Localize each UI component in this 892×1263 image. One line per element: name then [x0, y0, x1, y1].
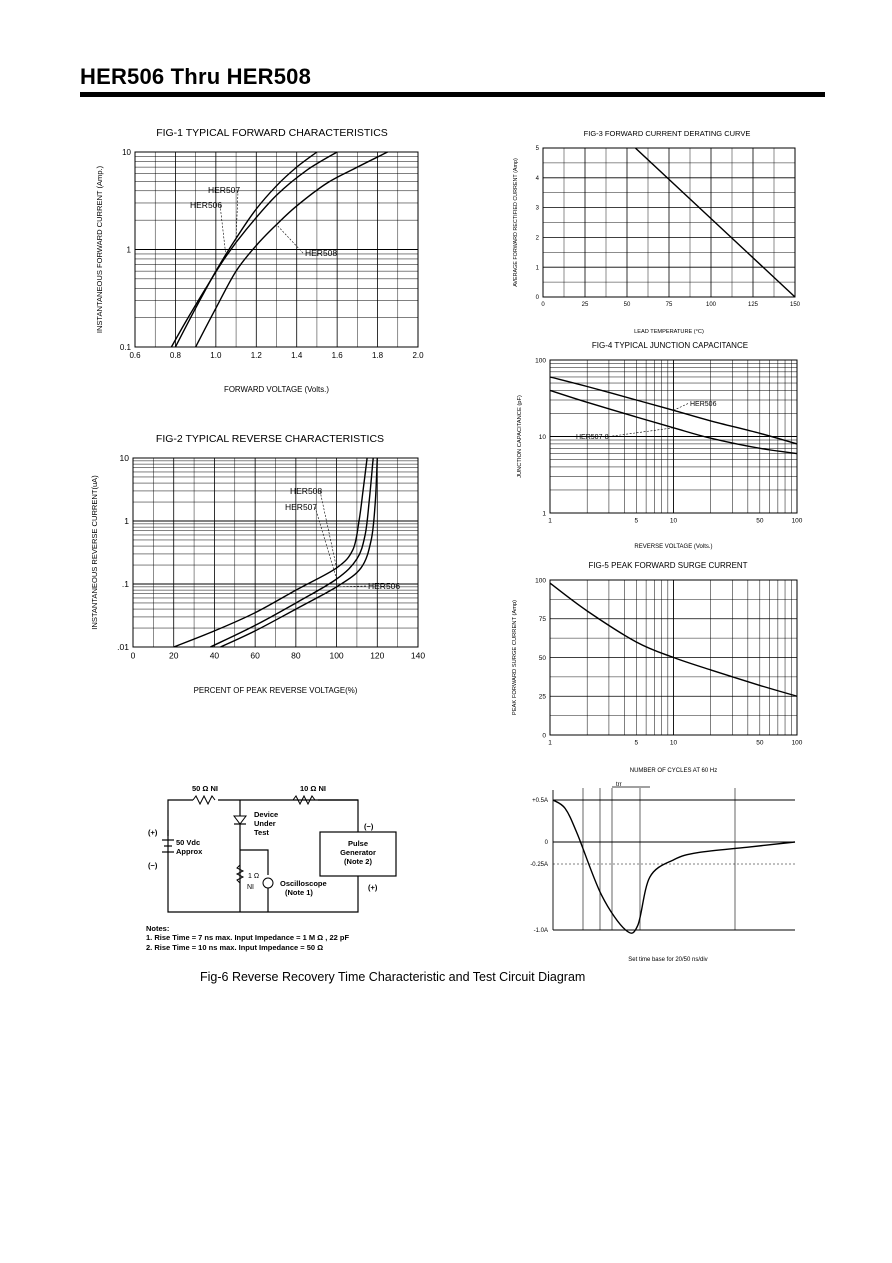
- pulse-label: Generator: [340, 848, 376, 857]
- wire: [240, 850, 268, 875]
- y-tick-label: 10: [119, 452, 129, 463]
- x-tick-label: 40: [209, 650, 220, 661]
- fig1-grid: [135, 152, 418, 347]
- x-axis-label: FORWARD VOLTAGE (Volts.): [224, 385, 329, 394]
- y-tick-label: 0.1: [119, 342, 131, 352]
- source-minus: (−): [148, 861, 158, 870]
- source-plus: (+): [148, 828, 158, 837]
- series-label: HER506: [368, 581, 401, 591]
- y-tick-label: 10: [538, 433, 546, 441]
- scope-label: Oscilloscope: [280, 879, 327, 888]
- y-tick-label: +0.5A: [532, 798, 548, 804]
- label-leader: [236, 190, 238, 238]
- resistor-10-label: 10 Ω NI: [299, 784, 327, 793]
- chart-title: FIG-2 TYPICAL REVERSE CHARACTERISTICS: [155, 433, 385, 445]
- chart-title: FIG-5 PEAK FORWARD SURGE CURRENT: [588, 561, 748, 570]
- series-label: HER507: [208, 185, 241, 195]
- y-tick-label: 25: [538, 693, 546, 701]
- y-tick-label: 0: [535, 295, 539, 302]
- pulse-label: (Note 2): [344, 857, 372, 866]
- x-tick-label: 2.0: [412, 351, 424, 360]
- figure-caption: Fig-6 Reverse Recovery Time Characteristic and Test Circuit Diagram: [200, 970, 586, 984]
- y-axis-label: JUNCTION CAPACITANCE (pF): [517, 395, 523, 478]
- x-tick-label: 100: [791, 739, 803, 747]
- x-tick-label: 5: [634, 517, 639, 525]
- x-axis-label: Set time base for 20/50 ns/div: [628, 957, 708, 963]
- scope-symbol: [263, 878, 273, 888]
- x-tick-label: 1.0: [210, 351, 222, 360]
- x-tick-label: 100: [791, 517, 803, 525]
- x-tick-label: 140: [410, 650, 426, 661]
- x-tick-label: 50: [623, 302, 631, 308]
- y-tick-label: 2: [535, 235, 539, 242]
- chart-title: FIG-1 TYPICAL FORWARD CHARACTERISTICS: [156, 127, 388, 139]
- resistor-50: [193, 796, 215, 804]
- y-tick-label: 100: [535, 577, 546, 585]
- x-tick-label: 75: [665, 302, 673, 308]
- x-tick-label: 0.6: [129, 351, 141, 360]
- notes-title: Notes:: [146, 924, 170, 933]
- x-axis-label: PERCENT OF PEAK REVERSE VOLTAGE(%): [193, 686, 358, 695]
- y-tick-label: 0: [542, 732, 546, 740]
- series-label: HER506: [690, 401, 717, 408]
- label-leader: [315, 507, 337, 579]
- label-leader: [320, 491, 337, 568]
- y-axis-label: INSTANTANEOUS FORWARD CURRENT (Amp.): [95, 165, 104, 334]
- x-tick-label: 150: [789, 302, 801, 308]
- pulse-minus: (−): [364, 822, 374, 831]
- y-axis-label: AVERAGE FORWARD RECTIFIED CURRENT (Amp): [513, 158, 519, 287]
- diode-symbol: [234, 816, 246, 824]
- pulse-plus: (+): [368, 883, 378, 892]
- x-tick-label: 120: [370, 650, 385, 661]
- resistor-1-ni: NI: [247, 884, 254, 891]
- x-axis-label: NUMBER OF CYCLES AT 60 Hz: [629, 768, 718, 774]
- chart-title: FIG-3 FORWARD CURRENT DERATING CURVE: [583, 129, 751, 138]
- x-tick-label: 50: [756, 517, 764, 525]
- y-tick-label: 5: [535, 146, 539, 153]
- note-1: 1. Rise Time = 7 ns max. Input Impedance = 1 M Ω , 22 pF: [146, 933, 350, 942]
- y-axis-label: PEAK FORWARD SURGE CURRENT (Amp): [512, 599, 518, 716]
- x-axis-label: LEAD TEMPERATURE (°C): [634, 329, 704, 335]
- dut-label: Device: [254, 810, 279, 819]
- y-tick-label: 75: [538, 616, 546, 624]
- x-tick-label: 125: [747, 302, 759, 308]
- x-tick-label: 1.4: [291, 351, 303, 360]
- x-tick-label: 0: [130, 650, 136, 661]
- x-tick-label: 60: [250, 650, 260, 661]
- trr-label: trr: [616, 782, 622, 788]
- label-leader: [674, 404, 689, 411]
- x-tick-label: 1.2: [250, 351, 262, 360]
- x-tick-label: 1.6: [331, 351, 343, 360]
- resistor-50-label: 50 Ω NI: [191, 784, 219, 793]
- series-label: HER506: [190, 200, 223, 210]
- series-label: HER508: [290, 486, 323, 496]
- label-leader: [609, 428, 674, 437]
- note-2: 2. Rise Time = 10 ns max. Input Impedance = 50 Ω: [146, 943, 324, 952]
- x-tick-label: 10: [669, 517, 678, 525]
- page-title: HER506 Thru HER508: [80, 64, 312, 89]
- dut-label: Under: [254, 819, 276, 828]
- fig3-grid: [543, 148, 795, 297]
- y-tick-label: 50: [538, 654, 546, 662]
- y-tick-label: -0.25A: [530, 862, 548, 868]
- x-tick-label: 80: [291, 650, 301, 661]
- dut-label: Test: [254, 828, 269, 837]
- x-tick-label: 20: [168, 650, 179, 661]
- label-leader: [220, 205, 226, 256]
- y-tick-label: 1: [535, 265, 539, 272]
- y-tick-label: 1: [126, 245, 131, 255]
- x-tick-label: 5: [634, 739, 639, 747]
- scope-label: (Note 1): [285, 888, 313, 897]
- fig2-grid: [133, 458, 418, 647]
- x-tick-label: 100: [329, 650, 344, 661]
- y-axis-label: INSTANTANEOUS REVERSE CURRENT(uA): [90, 475, 99, 630]
- source-approx: Approx: [176, 847, 203, 856]
- series-label: HER507: [285, 502, 318, 512]
- x-tick-label: 10: [669, 739, 678, 747]
- y-tick-label: 100: [535, 357, 546, 365]
- test-circuit: [146, 784, 396, 952]
- y-tick-label: 0: [544, 840, 548, 846]
- source-label: 50 Vdc: [176, 838, 201, 847]
- y-tick-label: 1: [542, 510, 546, 518]
- series-label: HER508: [305, 248, 338, 258]
- pulse-label: Pulse: [347, 839, 369, 848]
- x-tick-label: 0.8: [169, 351, 181, 360]
- y-tick-label: 1: [124, 515, 129, 526]
- x-tick-label: 1: [548, 517, 552, 525]
- x-tick-label: 1: [548, 739, 552, 747]
- waveform: [530, 782, 795, 963]
- y-tick-label: .01: [117, 641, 129, 652]
- x-tick-label: 0: [541, 302, 545, 308]
- series-line: [174, 458, 367, 647]
- series-label: HER507-8: [576, 434, 609, 441]
- x-tick-label: 50: [756, 739, 764, 747]
- y-tick-label: .1: [121, 578, 129, 589]
- label-leader: [277, 225, 304, 253]
- chart-title: FIG-4 TYPICAL JUNCTION CAPACITANCE: [591, 341, 749, 350]
- resistor-1-label: 1 Ω: [248, 873, 260, 880]
- series-line: [553, 800, 795, 933]
- x-tick-label: 100: [705, 302, 717, 308]
- x-tick-label: 25: [581, 302, 589, 308]
- x-axis-label: REVERSE VOLTAGE (Volts.): [634, 544, 713, 550]
- y-tick-label: -1.0A: [533, 928, 548, 934]
- y-tick-label: 3: [535, 205, 539, 212]
- x-tick-label: 1.8: [372, 351, 384, 360]
- y-tick-label: 10: [122, 147, 131, 157]
- y-tick-label: 4: [535, 175, 539, 182]
